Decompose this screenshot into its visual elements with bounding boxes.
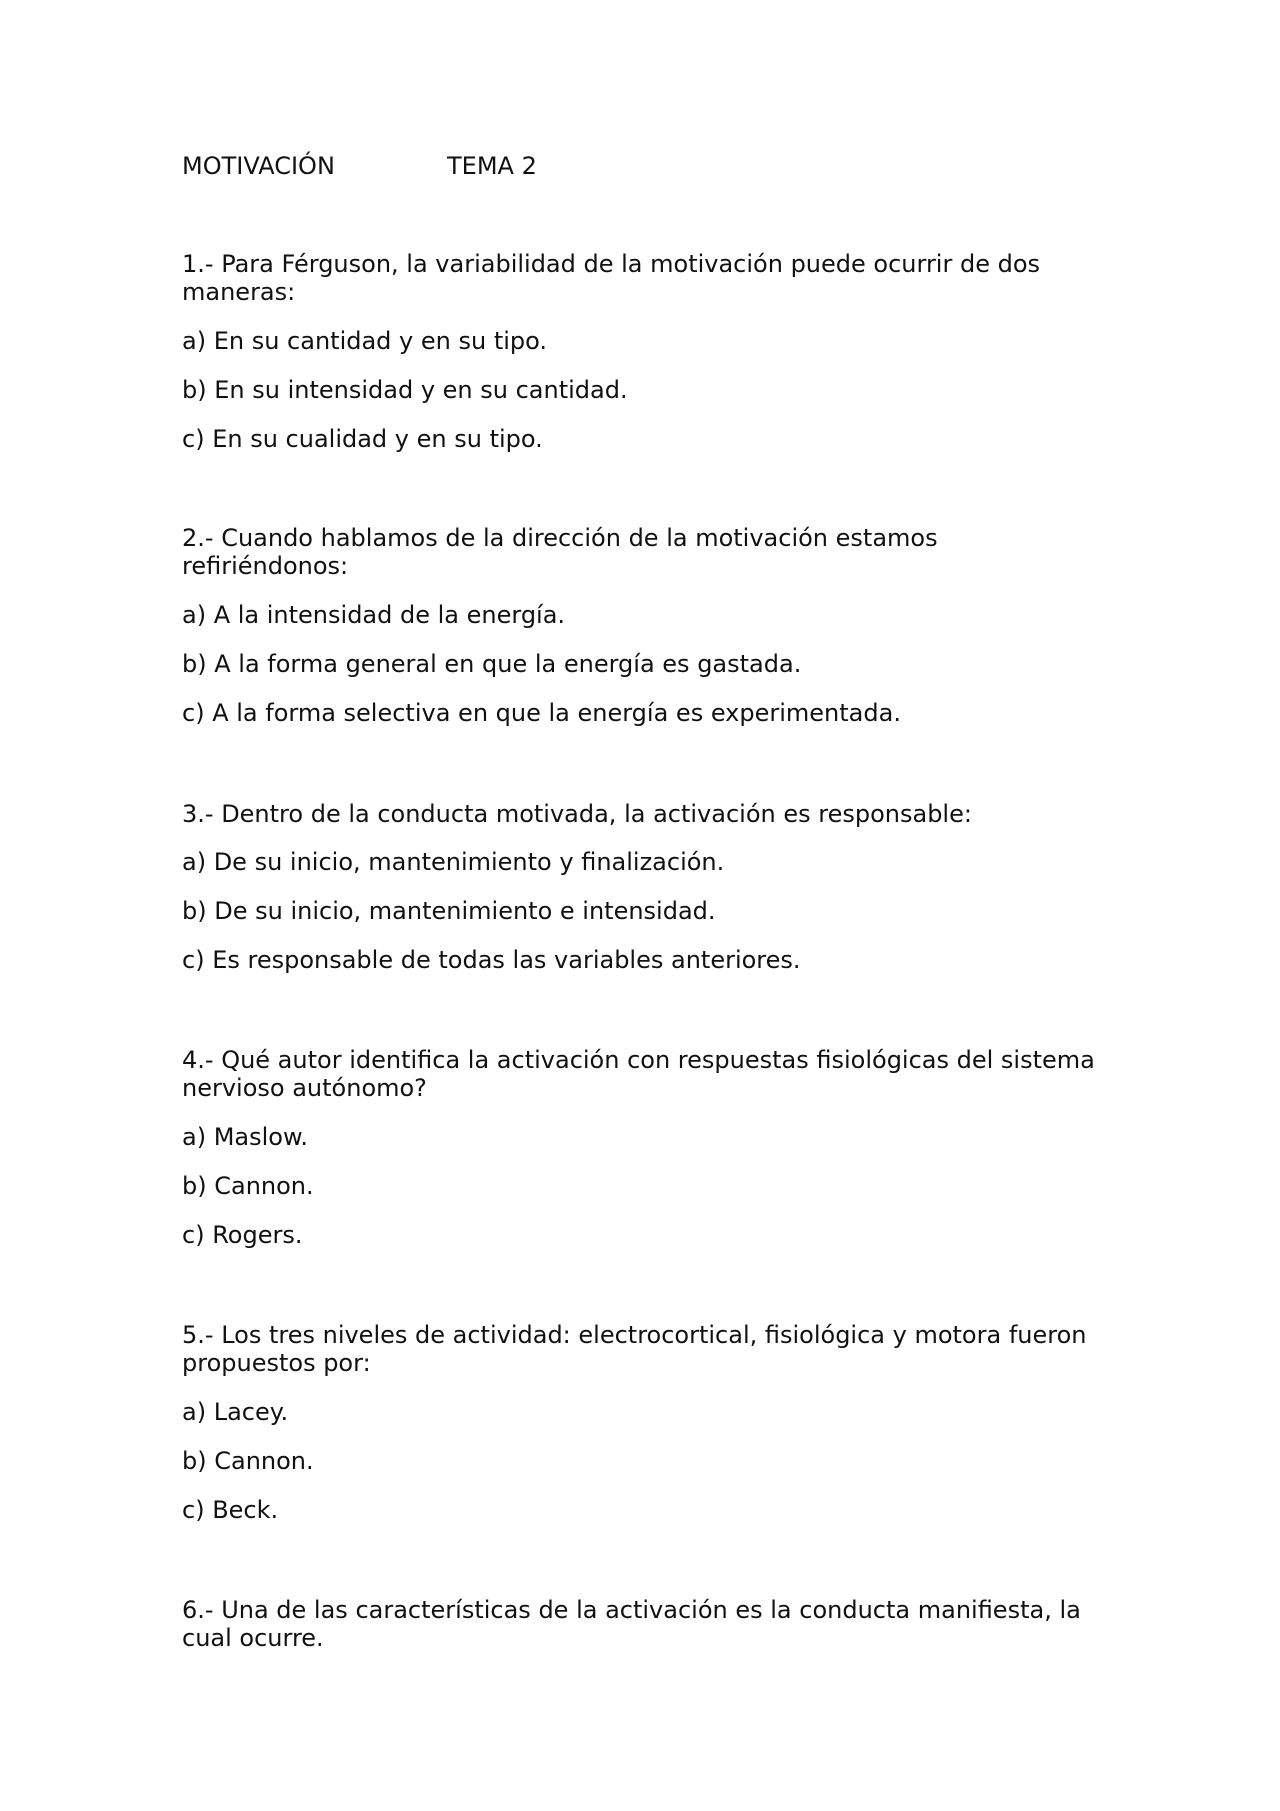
question-text: 3.- Dentro de la conducta motivada, la activación es responsable:	[182, 800, 972, 828]
option-c: c) A la forma selectiva en que la energía es experimentada.	[182, 699, 901, 727]
question-text: 1.- Para Férguson, la variabilidad de la motivación puede ocurrir de dos maneras:	[182, 250, 1041, 306]
question-2	[182, 524, 1102, 727]
question-1	[182, 250, 1102, 453]
option-b: b) De su inicio, mantenimiento e intensidad.	[182, 897, 716, 925]
subject-title: MOTIVACIÓN	[182, 152, 335, 180]
question-6	[182, 1596, 1102, 1652]
option-c: c) Rogers.	[182, 1221, 303, 1249]
option-a: a) Maslow.	[182, 1123, 309, 1151]
option-b: b) A la forma general en que la energía es gastada.	[182, 650, 802, 678]
question-3	[182, 800, 1102, 974]
option-a: a) En su cantidad y en su tipo.	[182, 327, 548, 355]
option-a: a) A la intensidad de la energía.	[182, 601, 566, 629]
question-4	[182, 1046, 1102, 1249]
topic-title: TEMA 2	[447, 152, 537, 180]
question-text: 6.- Una de las características de la activación es la conducta manifiesta, la cual ocurre.	[182, 1596, 1081, 1652]
question-text: 5.- Los tres niveles de actividad: electrocortical, fisiológica y motora fueron propuestos por:	[182, 1321, 1087, 1377]
option-b: b) Cannon.	[182, 1447, 314, 1475]
option-c: c) Es responsable de todas las variables anteriores.	[182, 946, 801, 974]
question-text: 2.- Cuando hablamos de la dirección de la motivación estamos refiriéndonos:	[182, 524, 938, 580]
option-a: a) Lacey.	[182, 1398, 289, 1426]
option-b: b) Cannon.	[182, 1172, 314, 1200]
question-5	[182, 1321, 1102, 1524]
option-a: a) De su inicio, mantenimiento y finalización.	[182, 848, 725, 876]
option-c: c) Beck.	[182, 1496, 279, 1524]
option-c: c) En su cualidad y en su tipo.	[182, 425, 543, 453]
question-text: 4.- Qué autor identifica la activación con respuestas fisiológicas del sistema nervioso autónomo?	[182, 1046, 1095, 1102]
option-b: b) En su intensidad y en su cantidad.	[182, 376, 628, 404]
document-header	[182, 152, 537, 180]
